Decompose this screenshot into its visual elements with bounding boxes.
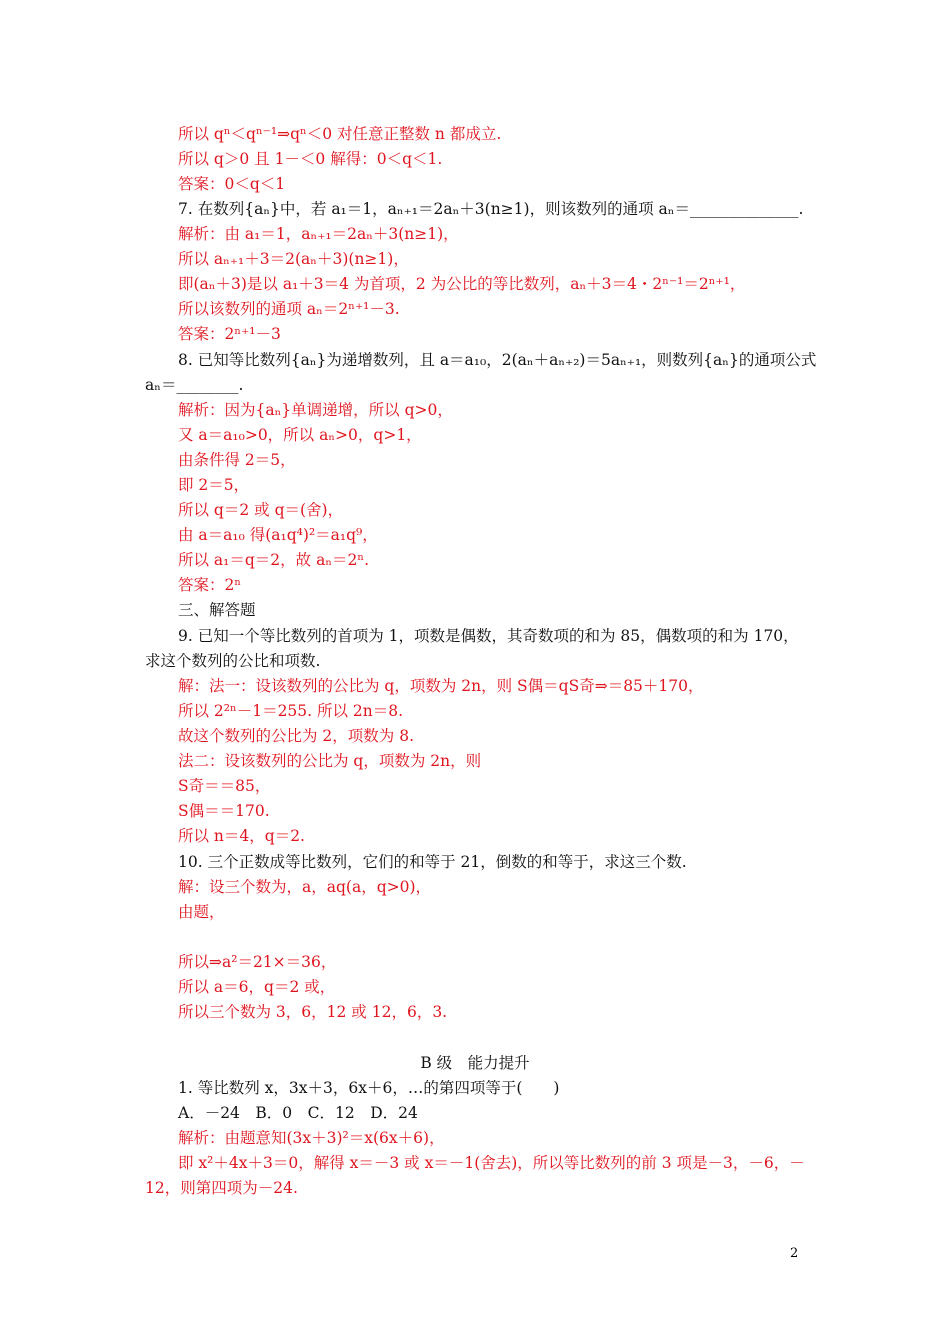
text-line: 1. 等比数列 x，3x＋3，6x＋6，…的第四项等于( ) — [178, 1079, 560, 1097]
text-line: 10. 三个正数成等比数列，它们的和等于 21，倒数的和等于，求这三个数. — [178, 853, 687, 871]
text-line: 即(aₙ＋3)是以 a₁＋3＝4 为首项，2 为公比的等比数列，aₙ＋3＝4・2ⁿ⁻¹＝2ⁿ⁺¹， — [178, 275, 746, 293]
text-line: 所以 qⁿ＜qⁿ⁻¹⇒qⁿ＜0 对任意正整数 n 都成立. — [178, 125, 502, 143]
text-line: 解：设三个数为，a，aq(a，q>0)， — [178, 878, 432, 896]
text-line: 所以该数列的通项 aₙ＝2ⁿ⁺¹－3. — [178, 300, 400, 318]
text-line: 7. 在数列{aₙ}中，若 a₁＝1，aₙ₊₁＝2aₙ＋3(n≥1)，则该数列的通项 aₙ＝______________. — [178, 200, 804, 218]
text-line: 解析：由 a₁＝1，aₙ₊₁＝2aₙ＋3(n≥1)， — [178, 225, 459, 243]
page-number: 2 — [790, 1246, 799, 1261]
text-line: 由 a＝a₁₀ 得(a₁q⁴)²＝a₁q⁹， — [178, 526, 378, 544]
text-line: 即 x²＋4x＋3＝0，解得 x＝－3 或 x＝－1(舍去)，所以等比数列的前 3 项是－3，－6，－ — [178, 1154, 805, 1172]
text-line: 又 a＝a₁₀>0，所以 aₙ>0，q>1， — [178, 426, 422, 444]
text-line: 所以⇒a²＝21×＝36， — [178, 953, 337, 971]
text-line: 所以 aₙ₊₁＋3＝2(aₙ＋3)(n≥1)， — [178, 250, 409, 268]
text-line: 法二：设该数列的公比为 q，项数为 2n，则 — [178, 752, 482, 770]
text-line: 8. 已知等比数列{aₙ}为递增数列，且 a＝a₁₀，2(aₙ＋aₙ₊₂)＝5aₙ₊₁，则数列{aₙ}的通项公式 — [178, 351, 817, 369]
text-line: 答案：2ⁿ — [178, 576, 242, 594]
text-line: S偶＝＝170. — [178, 802, 270, 820]
text-line: 9. 已知一个等比数列的首项为 1，项数是偶数，其奇数项的和为 85，偶数项的和为 170， — [178, 627, 799, 645]
text-line: 即 2＝5， — [178, 476, 250, 494]
text-line: 解析：因为{aₙ}单调递增，所以 q>0， — [178, 401, 453, 419]
text-line: 解：法一：设该数列的公比为 q，项数为 2n，则 S偶＝qS奇⇒＝85＋170， — [178, 677, 704, 695]
text-line: aₙ＝________. — [145, 376, 244, 394]
text-line: 由题， — [178, 903, 225, 921]
text-line: 故这个数列的公比为 2，项数为 8. — [178, 727, 415, 745]
text-line: 求这个数列的公比和项数. — [145, 652, 321, 670]
text-line: 三、解答题 — [178, 601, 256, 619]
text-line: 所以 q＞0 且 1－＜0 解得：0＜q＜1. — [178, 150, 443, 168]
text-line: 所以 a₁＝q＝2，故 aₙ＝2ⁿ. — [178, 551, 370, 569]
text-line: 由条件得 2＝5， — [178, 451, 296, 469]
text-line: 12，则第四项为－24. — [145, 1179, 298, 1197]
text-line: 答案：0＜q＜1 — [178, 175, 286, 193]
text-line: B 级 能力提升 — [420, 1054, 530, 1072]
text-line: A．－24 B．0 C．12 D．24 — [178, 1104, 418, 1122]
text-line: S奇＝＝85， — [178, 777, 271, 795]
text-line: 所以 q＝2 或 q＝(舍)， — [178, 501, 344, 519]
text-line: 所以 a＝6，q＝2 或， — [178, 978, 336, 996]
text-line: 所以 2²ⁿ－1＝255. 所以 2n＝8. — [178, 702, 404, 720]
text-line: 解析：由题意知(3x＋3)²＝x(6x＋6)， — [178, 1129, 445, 1147]
text-line: 所以三个数为 3，6，12 或 12，6，3. — [178, 1003, 448, 1021]
text-line: 答案：2ⁿ⁺¹－3 — [178, 325, 281, 343]
text-line: 所以 n＝4，q＝2. — [178, 827, 305, 845]
